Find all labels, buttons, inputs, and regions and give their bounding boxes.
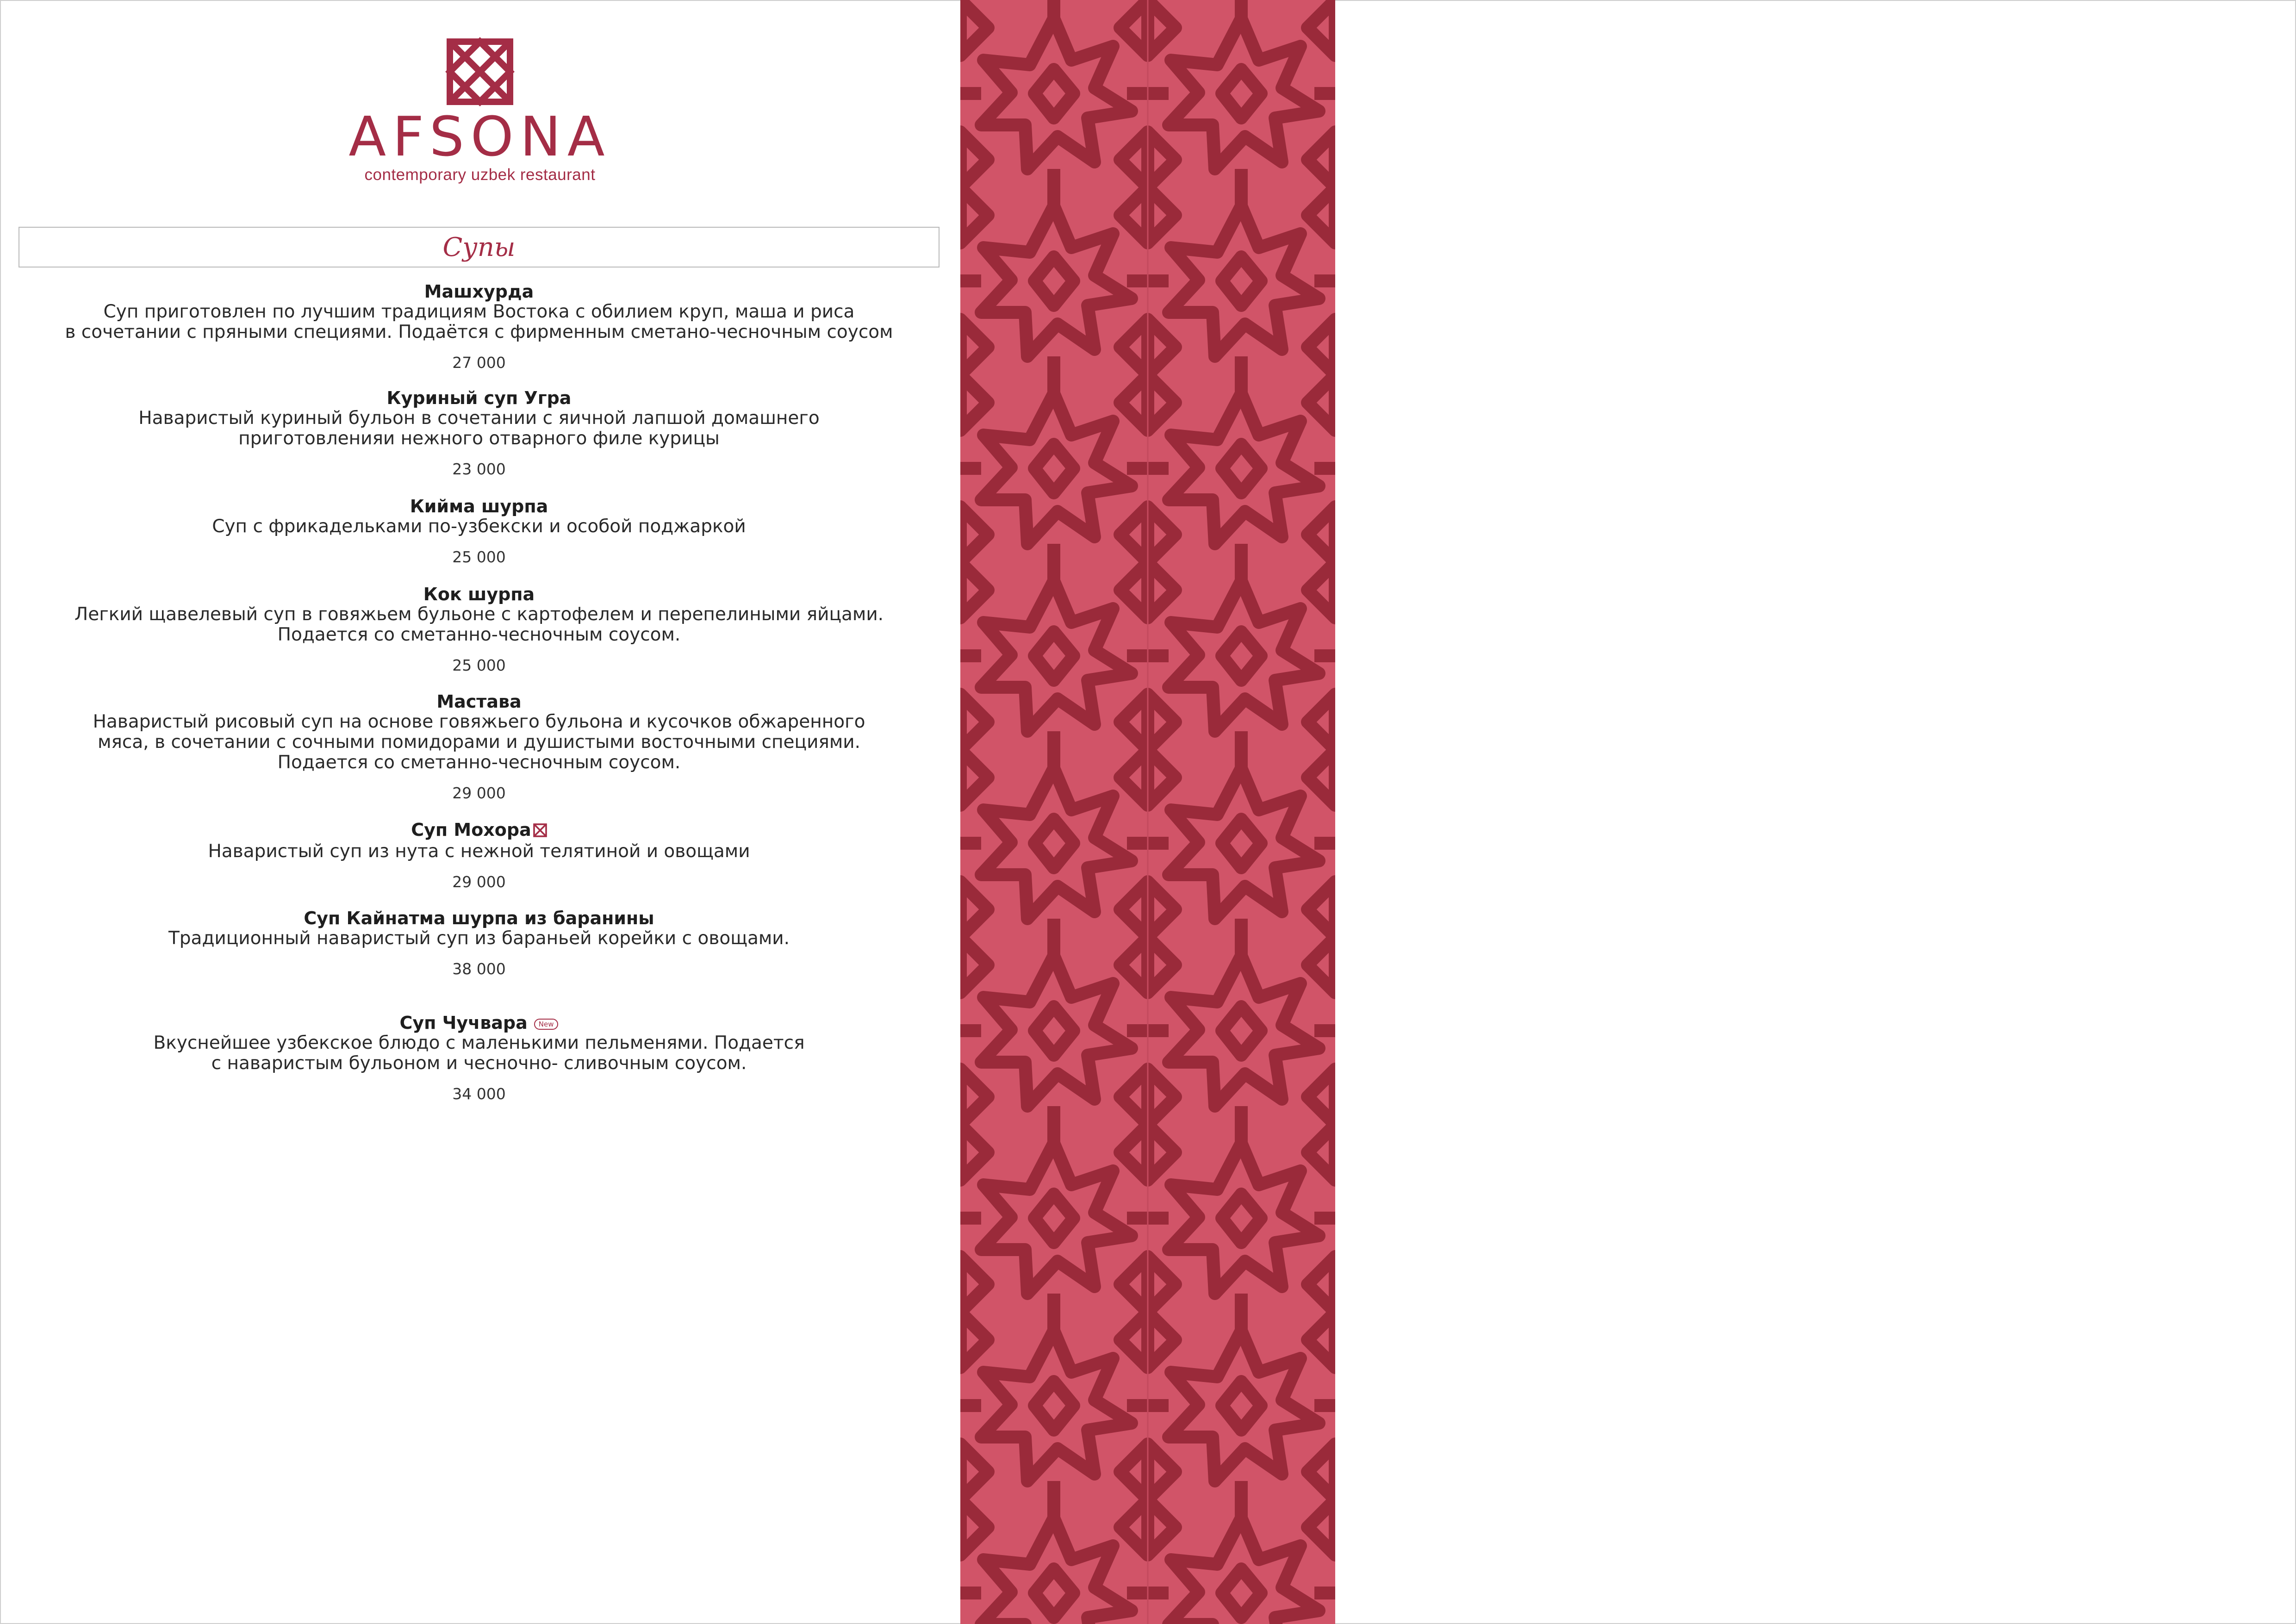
dish-name-text: Куриный суп Угра <box>386 388 572 408</box>
dish-price: 38 000 <box>452 960 506 978</box>
dish-name <box>19 908 940 928</box>
dish-price: 27 000 <box>452 354 506 372</box>
menu-item <box>19 496 940 566</box>
dish-description-line: в сочетании с пряными специями. Подаётся с фирменным сметано-чесночным соусом <box>65 322 893 342</box>
afsona-knot-icon <box>445 37 515 106</box>
dish-description-line: приготовленияи нежного отварного филе курицы <box>238 428 720 449</box>
new-badge: New <box>534 1019 559 1030</box>
dish-description-line: Подается со сметанно-чесночным соусом. <box>277 624 681 645</box>
dish-description-line: Наваристый суп из нута с нежной телятиной и овощами <box>208 840 750 862</box>
soups-column <box>0 0 960 1624</box>
menu-item <box>19 908 940 978</box>
dish-name-text: Кийма шурпа <box>410 496 548 516</box>
dish-description-line: Вкуснейшее узбекское блюдо с маленькими пельменями. Подается <box>153 1033 805 1053</box>
signature-dish-icon <box>533 821 547 841</box>
dish-name-text: Мастава <box>436 691 522 712</box>
dish-price: 34 000 <box>452 1085 506 1103</box>
dish-name <box>19 281 940 302</box>
dish-name-text: Машхурда <box>424 281 534 302</box>
dish-description-line: мяса, в сочетании с сочными помидорами и душистыми восточными специями. <box>97 732 861 753</box>
dish-name <box>19 691 940 712</box>
dish-name <box>19 388 940 408</box>
dish-description-line: Наваристый рисовый суп на основе говяжьего бульона и кусочков обжаренного <box>93 711 865 732</box>
brand-name: AFSONA <box>348 105 611 168</box>
menu-item <box>19 584 940 675</box>
dish-description-line: Суп приготовлен по лучшим традициям Востока с обилием круп, маша и риса <box>103 301 855 322</box>
brand-logo <box>341 37 619 184</box>
ornamental-pattern-band <box>960 0 1335 1624</box>
menu-item <box>19 691 940 803</box>
dish-price: 29 000 <box>452 872 506 891</box>
section-title: Супы <box>442 232 516 262</box>
dish-name-text: Суп Чучвара <box>399 1013 528 1033</box>
dish-name-text: Суп Мохора <box>411 820 531 840</box>
section-header-soups <box>19 227 940 268</box>
menu-item <box>19 820 940 891</box>
dish-name <box>19 820 940 841</box>
brand-tagline: contemporary uzbek restaurant <box>364 166 596 184</box>
main-courses-column <box>1335 0 2296 1624</box>
dish-name <box>19 1013 940 1033</box>
menu-item <box>19 281 940 372</box>
dish-description-line: Наваристый куриный бульон в сочетании с яичной лапшой домашнего <box>138 408 820 429</box>
dish-description-line: Традиционный наваристый суп из бараньей корейки с овощами. <box>168 928 790 949</box>
dish-description-line: с наваристым бульоном и чесночно- сливочным соусом. <box>211 1053 747 1074</box>
dish-name-text: Суп Кайнатма шурпа из баранины <box>304 908 654 928</box>
dish-price: 29 000 <box>452 784 506 802</box>
dish-price: 25 000 <box>452 548 506 566</box>
dish-price: 25 000 <box>452 656 506 674</box>
dish-price: 23 000 <box>452 460 506 478</box>
dish-name-text: Кок шурпа <box>423 584 535 604</box>
dish-description-line: Суп с фрикадельками по-узбекски и особой поджаркой <box>212 516 746 537</box>
dish-name <box>19 496 940 516</box>
menu-item <box>19 1013 940 1103</box>
dish-description-line: Подается со сметанно-чесночным соусом. <box>277 752 681 773</box>
dish-name <box>19 584 940 604</box>
dish-description-line: Легкий щавелевый суп в говяжьем бульоне с картофелем и перепелиными яйцами. <box>74 604 884 625</box>
menu-item <box>19 388 940 479</box>
